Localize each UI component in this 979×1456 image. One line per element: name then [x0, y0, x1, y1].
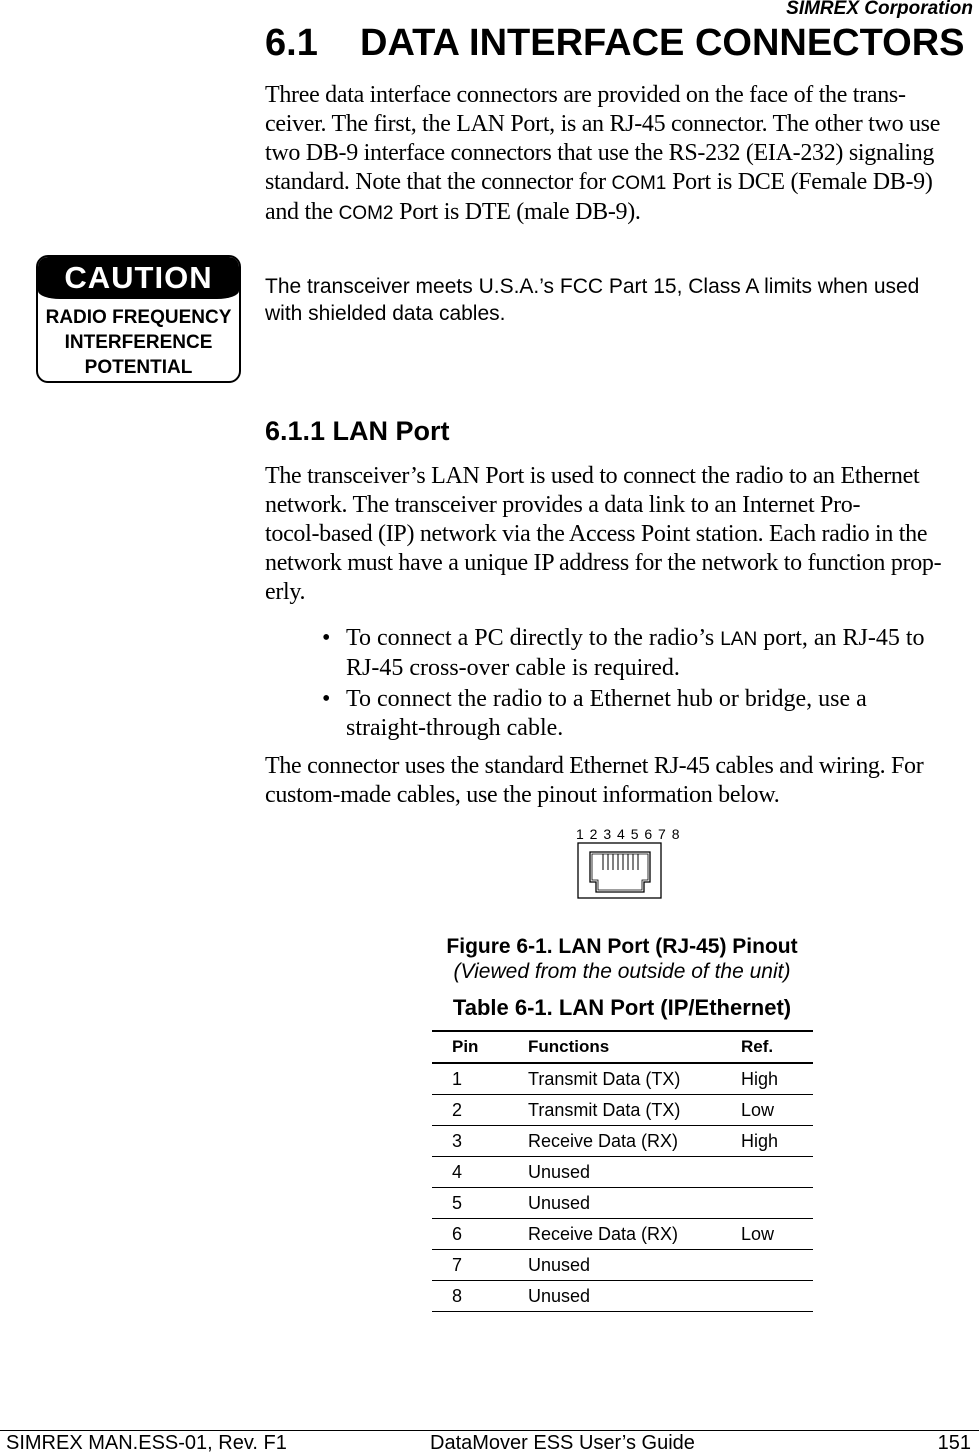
text-line: tocol-based (IP) network via the Access Point station. Each radio in the: [265, 521, 928, 547]
table-row: [432, 1126, 813, 1157]
cell-function: Transmit Data (TX): [528, 1095, 741, 1126]
text-run: port, an RJ-45 to: [757, 625, 925, 651]
text-line: straight-through cable.: [346, 715, 564, 741]
cell-ref: Low: [741, 1095, 813, 1126]
cell-pin: 3: [432, 1126, 528, 1157]
cell-pin: 1: [432, 1063, 528, 1095]
section-number: 6.1: [265, 22, 318, 64]
section-heading: [265, 22, 965, 65]
footer-guide-title: DataMover ESS User’s Guide: [430, 1432, 695, 1454]
intro-paragraph: [265, 81, 977, 228]
list-item: [322, 624, 925, 683]
table-row: [432, 1063, 813, 1095]
caution-note: [265, 273, 977, 327]
rj45-pinout-figure: [576, 826, 681, 904]
com1-keyword: COM1: [611, 173, 667, 194]
text-line: ceiver. The first, the LAN Port, is an RJ-45 connector. The other two use: [265, 111, 941, 137]
list-item: [322, 685, 925, 743]
column-header-pin: Pin: [432, 1031, 528, 1063]
subsection-heading: 6.1.1 LAN Port: [265, 416, 450, 446]
cell-ref: [741, 1250, 813, 1281]
cell-pin: 8: [432, 1281, 528, 1312]
text-line: erly.: [265, 579, 306, 605]
cell-function: Unused: [528, 1188, 741, 1219]
table-row: [432, 1281, 813, 1312]
caution-description: [38, 299, 239, 380]
cell-function: Unused: [528, 1250, 741, 1281]
footer-divider: [0, 1430, 979, 1431]
cell-pin: 5: [432, 1188, 528, 1219]
text-line: To connect the radio to a Ethernet hub or bridge, use a: [346, 686, 867, 712]
cell-pin: 7: [432, 1250, 528, 1281]
column-header-ref: Ref.: [741, 1031, 813, 1063]
text-line: network. The transceiver provides a data link to an Internet Pro-: [265, 492, 861, 518]
text-run: standard. Note that the connector for: [265, 169, 612, 195]
text-line: [346, 624, 925, 654]
cell-function: Transmit Data (TX): [528, 1063, 741, 1095]
text-line: The connector uses the standard Ethernet RJ-45 cables and wiring. For: [265, 753, 924, 779]
text-run: Port is DTE (male DB-9).: [393, 199, 641, 225]
bullet-icon: •: [322, 686, 331, 712]
text-line: The transceiver’s LAN Port is used to connect the radio to an Ethernet: [265, 463, 920, 489]
cell-ref: [741, 1281, 813, 1312]
table-row: [432, 1188, 813, 1219]
cell-ref: [741, 1188, 813, 1219]
text-line: Three data interface connectors are provided on the face of the trans-: [265, 82, 906, 108]
column-header-functions: Functions: [528, 1031, 741, 1063]
bullet-list: [322, 624, 925, 745]
running-header: SIMREX Corporation: [786, 0, 973, 19]
table-row: [432, 1095, 813, 1126]
lan-keyword: LAN: [720, 629, 758, 650]
cell-ref: Low: [741, 1219, 813, 1250]
pinout-table: [432, 1030, 813, 1312]
table-title: Table 6-1. LAN Port (IP/Ethernet): [452, 995, 792, 1020]
text-line: [265, 198, 977, 228]
section-title: DATA INTERFACE CONNECTORS: [360, 22, 965, 64]
text-line: with shielded data cables.: [265, 302, 506, 325]
cell-ref: [741, 1157, 813, 1188]
text-run: To connect a PC directly to the radio’s: [346, 625, 721, 651]
table-header-row: [432, 1031, 813, 1063]
text-line: RJ-45 cross-over cable is required.: [346, 655, 680, 681]
cell-ref: High: [741, 1126, 813, 1157]
cell-pin: 4: [432, 1157, 528, 1188]
text-line: two DB-9 interface connectors that use the RS-232 (EIA-232) signaling: [265, 140, 935, 166]
cell-pin: 6: [432, 1219, 528, 1250]
cell-function: Receive Data (RX): [528, 1219, 741, 1250]
text-line: network must have a unique IP address for the network to function prop-: [265, 550, 942, 576]
com2-keyword: COM2: [338, 203, 394, 224]
lan-port-paragraph: [265, 462, 977, 607]
figure-title: Figure 6-1. LAN Port (RJ-45) Pinout: [446, 935, 798, 958]
figure-subtitle: (Viewed from the outside of the unit): [453, 960, 791, 983]
footer-doc-id: SIMREX MAN.ESS-01, Rev. F1: [6, 1432, 287, 1454]
figure-caption: [432, 934, 812, 984]
cell-pin: 2: [432, 1095, 528, 1126]
cell-function: Unused: [528, 1157, 741, 1188]
caution-badge: [36, 255, 241, 383]
text-run: Port is DCE (Female DB-9): [666, 169, 933, 195]
table-row: [432, 1250, 813, 1281]
rj45-connector-icon: [576, 842, 668, 902]
cell-function: Unused: [528, 1281, 741, 1312]
table-row: [432, 1157, 813, 1188]
bullet-icon: •: [322, 625, 331, 651]
text-line: custom-made cables, use the pinout information below.: [265, 782, 780, 808]
text-run: and the: [265, 199, 339, 225]
caution-label: CAUTION: [38, 257, 239, 299]
caution-line: RADIO FREQUENCY: [45, 307, 232, 328]
pin-numbers: 1 2 3 4 5 6 7 8: [576, 826, 681, 842]
text-line: [265, 168, 977, 198]
caution-line: POTENTIAL: [84, 357, 193, 378]
text-line: The transceiver meets U.S.A.’s FCC Part 15, Class A limits when used: [265, 275, 920, 298]
cell-ref: High: [741, 1063, 813, 1095]
cell-function: Receive Data (RX): [528, 1126, 741, 1157]
table-row: [432, 1219, 813, 1250]
cable-paragraph: [265, 752, 977, 810]
footer-page-number: 151: [937, 1432, 971, 1454]
caution-line: INTERFERENCE: [64, 332, 213, 353]
